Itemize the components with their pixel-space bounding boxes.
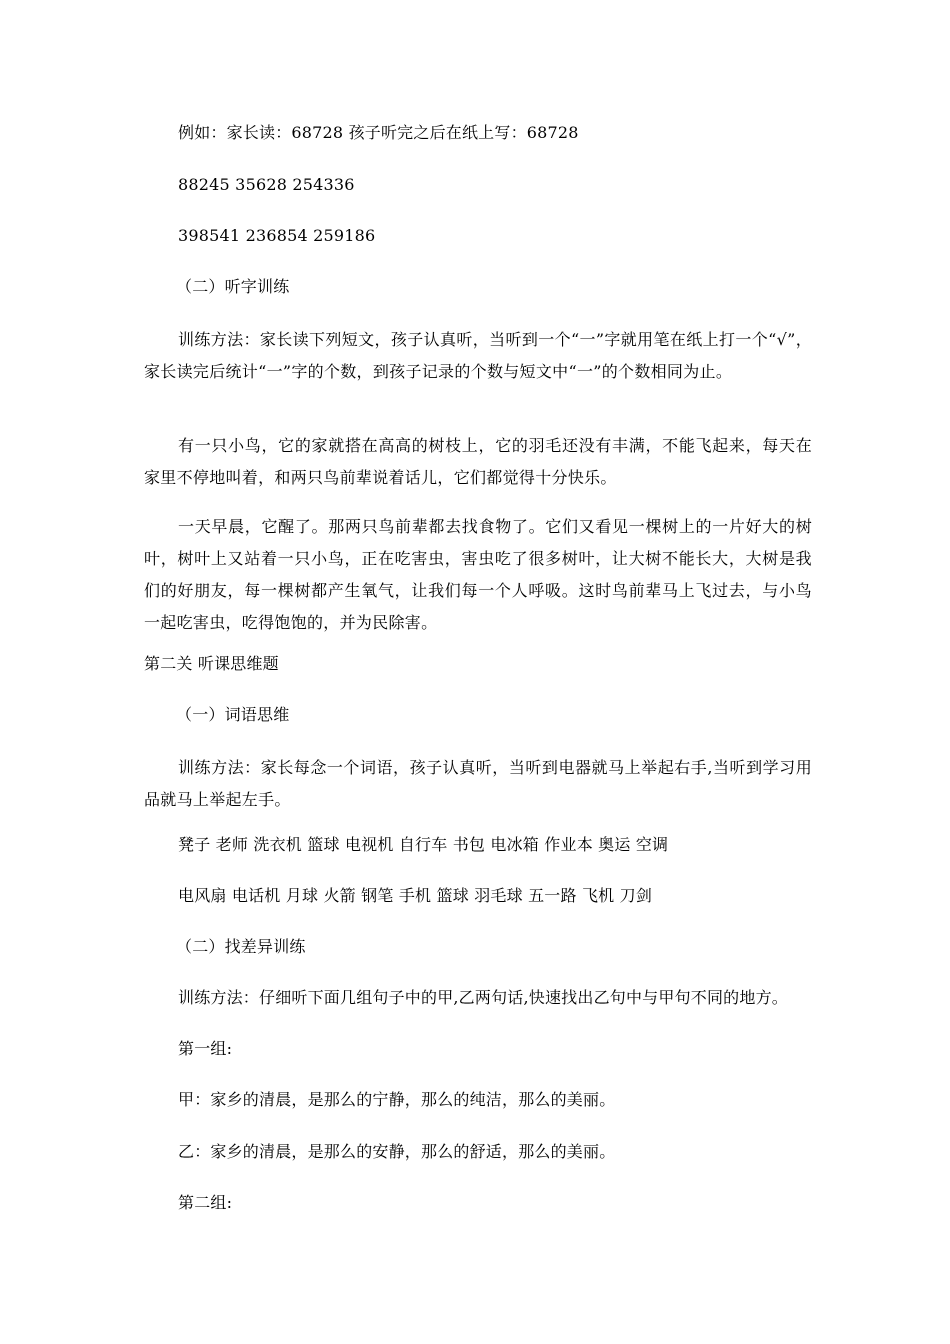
story-paragraph: 有一只小鸟，它的家就搭在高高的树枝上，它的羽毛还没有丰满，不能飞起来，每天在家里不停地叫着，和两只鸟前辈说着话儿，它们都觉得十分快乐。 <box>144 436 812 487</box>
story-paragraph: 一天早晨，它醒了。那两只鸟前辈都去找食物了。它们又看见一棵树上的一片好大的树叶，树叶上又站着一只小鸟，正在吃害虫，害虫吃了很多树叶，让大树不能长大，大树是我们的好朋友，每一棵树都产生氧气，让我们每一个人呼吸。这时鸟前辈马上飞过去，与小鸟一起吃害虫，吃得饱饱的，并为民除害。 <box>144 517 812 632</box>
example-line: 例如：家长读：68728 孩子听完之后在纸上写：68728 <box>178 123 579 142</box>
subheading-word-thinking: （一）词语思维 <box>176 705 290 724</box>
sentence-a: 甲：家乡的清晨，是那么的宁静，那么的纯洁，那么的美丽。 <box>178 1090 616 1109</box>
group-label: 第二组: <box>178 1193 233 1212</box>
word-list-line: 电风扇 电话机 月球 火箭 钢笔 手机 篮球 羽毛球 五一路 飞机 刀剑 <box>178 886 653 905</box>
number-sequence-line: 398541 236854 259186 <box>178 226 376 245</box>
method-line: 训练方法：仔细听下面几组句子中的甲,乙两句话,快速找出乙句中与甲句不同的地方。 <box>178 988 788 1007</box>
word-list-line: 凳子 老师 洗衣机 篮球 电视机 自行车 书包 电冰箱 作业本 奥运 空调 <box>178 835 669 854</box>
group-label: 第一组: <box>178 1039 233 1058</box>
sentence-b: 乙：家乡的清晨，是那么的安静，那么的舒适，那么的美丽。 <box>178 1142 616 1161</box>
subheading-listen-word: （二）听字训练 <box>176 277 290 296</box>
method-paragraph: 训练方法：家长每念一个词语，孩子认真听，当听到电器就马上举起右手,当听到学习用品就马上举起左手。 <box>144 758 812 809</box>
number-sequence-line: 88245 35628 254336 <box>178 175 355 194</box>
section-heading: 第二关 听课思维题 <box>144 654 279 673</box>
method-paragraph: 训练方法：家长读下列短文，孩子认真听，当听到一个“一”字就用笔在纸上打一个“√”，家长读完后统计“一”字的个数，到孩子记录的个数与短文中“一”的个数相同为止。 <box>144 330 812 381</box>
subheading-difference: （二）找差异训练 <box>176 937 306 956</box>
